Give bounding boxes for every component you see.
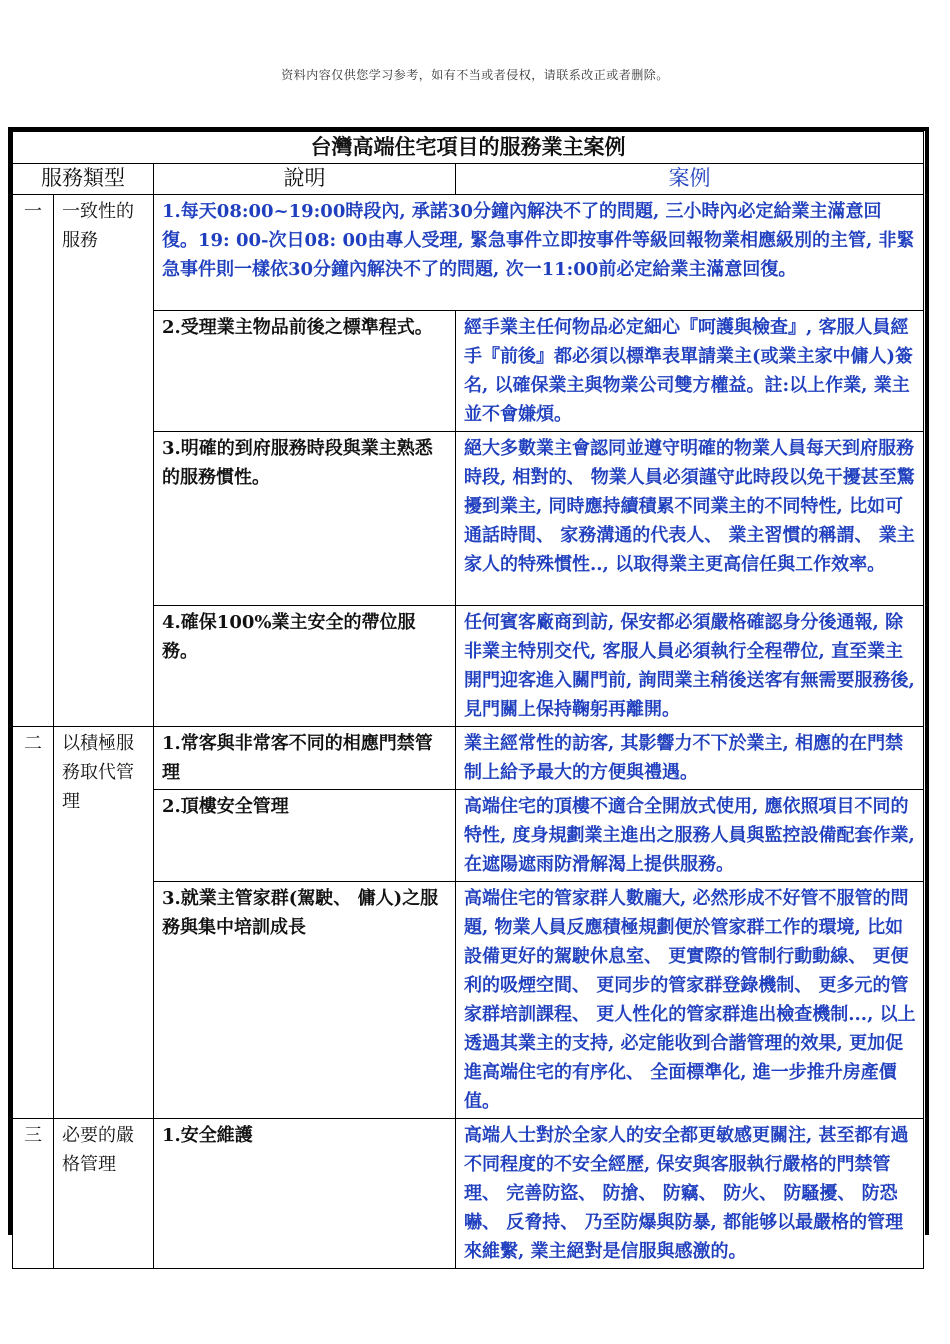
- disclaimer-note: 资料内容仅供您学习参考，如有不当或者侵权，请联系改正或者删除。: [281, 68, 669, 82]
- row-description: 1.常客與非常客不同的相應門禁管理: [154, 727, 456, 790]
- row-description: 4.確保100%業主安全的帶位服務。: [154, 606, 456, 727]
- header-description: 說明: [154, 164, 456, 195]
- row-case: 經手業主任何物品必定細心『呵護與檢查』, 客服人員經手『前後』都必須以標準表單請業主(或業主家中傭人)簽名, 以確保業主與物業公司雙方權益。註:以上作業, 業主並不會嫌煩。: [456, 311, 924, 432]
- row-case: 高端住宅的管家群人數龐大, 必然形成不好管不服管的問題, 物業人員反應積極規劃便於管家群工作的環境, 比如設備更好的駕駛休息室、 更實際的管制行動動線、 更便利的吸煙空間、 更同步的管家群登錄機制、 更多元的管家群培訓課程、 更人性化的管家群進出檢查機制..., 以上透過其業主的支持, 必定能收到合諧管理的效果, 更加促進高端住宅的有序化、 全面標準化, 進一步推升房產價值。: [456, 882, 924, 1119]
- row-description: 3.明確的到府服務時段與業主熟悉的服務慣性。: [154, 432, 456, 606]
- section-number: 一: [13, 195, 54, 727]
- service-cases-table: [12, 131, 924, 1269]
- section-category: 以積極服務取代管理: [54, 727, 154, 1119]
- row-description: 2.受理業主物品前後之標準程式。: [154, 311, 456, 432]
- row-case: 任何賓客廠商到訪, 保安都必須嚴格確認身分後通報, 除非業主特別交代, 客服人員必須執行全程帶位, 直至業主開門迎客進入關門前, 詢問業主稍後送客有無需要服務後, 見門關上保持鞠躬再離開。: [456, 606, 924, 727]
- section-category: 必要的嚴格管理: [54, 1119, 154, 1269]
- header-case: 案例: [456, 164, 924, 195]
- row-description: 1.安全維護: [154, 1119, 456, 1269]
- row-case: 高端住宅的頂樓不適合全開放式使用, 應依照項目不同的特性, 度身規劃業主進出之服務人員與監控設備配套作業, 在遮陽遮雨防滑解渴上提供服務。: [456, 790, 924, 882]
- row-case: 業主經常性的訪客, 其影響力不下於業主, 相應的在門禁制上給予最大的方便與禮遇。: [456, 727, 924, 790]
- section-category: 一致性的服務: [54, 195, 154, 727]
- case-full-row: 1.每天08:00~19:00時段內, 承諾30分鐘內解決不了的問題, 三小時內必定給業主滿意回復。19: 00-次日08: 00由專人受理, 緊急事件立即按事件等級回報物業相應級別的主管, 非緊急事件則一樣依30分鐘內解決不了的問題, 次一11:00前必定給業主滿意回復。: [154, 195, 924, 311]
- row-case: 高端人士對於全家人的安全都更敏感更關注, 甚至都有過不同程度的不安全經歷, 保安與客服執行嚴格的門禁管理、 完善防盜、 防搶、 防竊、 防火、 防騷擾、 防恐嚇、 反脅持、 乃至防爆與防暴, 都能够以最嚴格的管理來維繫, 業主絕對是信服與感激的。: [456, 1119, 924, 1269]
- header-service-type: 服務類型: [13, 164, 154, 195]
- row-description: 2.頂樓安全管理: [154, 790, 456, 882]
- row-description: 3.就業主管家群(駕駛、 傭人)之服務與集中培訓成長: [154, 882, 456, 1119]
- section-number: 二: [13, 727, 54, 1119]
- table-title: 台灣高端住宅項目的服務業主案例: [13, 132, 924, 164]
- section-number: 三: [13, 1119, 54, 1269]
- row-case: 絕大多數業主會認同並遵守明確的物業人員每天到府服務時段, 相對的、 物業人員必須謹守此時段以免干擾甚至驚擾到業主, 同時應持續積累不同業主的不同特性, 比如可通話時間、 家務溝通的代表人、 業主習慣的稱謂、 業主家人的特殊慣性.., 以取得業主更高信任與工作效率。: [456, 432, 924, 606]
